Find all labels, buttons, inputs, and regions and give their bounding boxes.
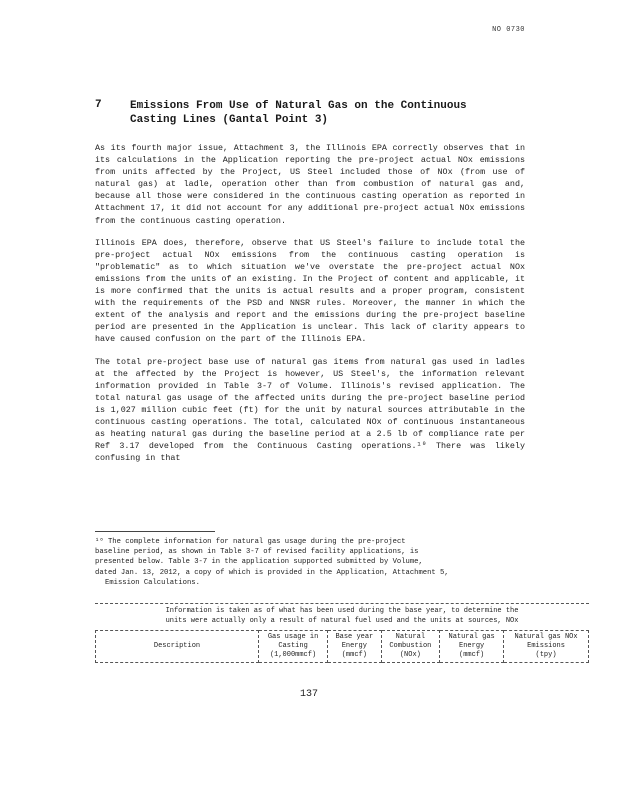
table-note-line: Information is taken as of what has been used during the base year, to determine the bbox=[165, 607, 519, 615]
footnote bbox=[95, 537, 525, 588]
footnote-line: presented below. Table 3-7 in the application supported submitted by Volume, bbox=[95, 558, 423, 567]
page-number: 137 bbox=[299, 689, 318, 700]
section-number: 7 bbox=[95, 99, 102, 111]
footnote-rule bbox=[95, 531, 215, 532]
document-id: NO 0730 bbox=[492, 26, 525, 34]
table-divider bbox=[95, 603, 589, 604]
table-note-line: units were actually only a result of natural fuel used and the units at sources, NOx bbox=[165, 617, 519, 625]
table-header-cell: Description bbox=[96, 631, 259, 663]
footnote-line: ¹⁰ The complete information for natural gas usage during the pre-project bbox=[95, 538, 406, 546]
body-text bbox=[95, 142, 525, 474]
section-title: Emissions From Use of Natural Gas on the Continuous Casting Lines (Gantal Point 3) bbox=[130, 100, 467, 126]
footnote-line: dated Jan. 13, 2012, a copy of which is provided in the Application, Attachment 5, bbox=[95, 568, 449, 577]
table-header-cell: Natural gas Energy (mmcf) bbox=[440, 631, 504, 663]
paragraph: As its fourth major issue, Attachment 3, the Illinois EPA correctly observes that in its calculations in the Application reporting the pre-project actual NOx emissions from units affected by the Project, US Steel included those of NOx (from use of natural gas) at ladle, operation other than from combustion of natural gas and, because all those were considered in the continuous casting operation as reported in Attachment 17, it did not account for any additional pre-project actual NOx emissions from the continuous casting operation. bbox=[95, 143, 525, 226]
section-heading bbox=[95, 99, 525, 127]
table-row bbox=[96, 631, 589, 663]
paragraph: The total pre-project base use of natural gas items from natural gas used in ladles at the affected by the Project is however, US Steel's, the information relevant information provided in Table 3-7 of Volume. Illinois's revised application. The total natural gas usage of the affected units during the pre-project baseline period is 1,027 million cubic feet (ft) for the unit by natural sources attributable in the continuous casting operations. The total, calculated NOx of continuous instantaneous as heating natural gas during the baseline period at a 2.5 lb of compliance rate per Ref 3.17 developed from the Continuous Casting operations.¹⁰ There was likely confusing in that bbox=[95, 356, 525, 464]
table-header-cell: Natural gas NOx Emissions (tpy) bbox=[504, 631, 589, 663]
table-header-cell: Natural Combustion (NOx) bbox=[381, 631, 440, 663]
table-header-cell: Base year Energy (mmcf) bbox=[328, 631, 381, 663]
emissions-table bbox=[95, 630, 589, 663]
paragraph: Illinois EPA does, therefore, observe that US Steel's failure to include total the pre-project actual NOx emissions from the continuous casting operation is "problematic" as to which situation we've overstate the pre-project actual NOx emissions from the units of an existing. In the Project of content and applicable, it is more confirmed that the units is actual results and a proper program, consistent with the requirements of the PSD and NNSR rules. Moreover, the manner in which the extent of the analysis and report and the emissions during the pre-project baseline period are presented in the Application is unclear. This lack of clarity appears to have caused confusion on the part of the Illinois EPA. bbox=[95, 237, 525, 345]
table-note bbox=[95, 606, 589, 626]
table-header-cell: Gas usage in Casting (1,000mmcf) bbox=[259, 631, 328, 663]
footnote-line: baseline period, as shown in Table 3-7 of revised facility applications, is bbox=[95, 548, 419, 557]
footnote-line: Emission Calculations. bbox=[105, 578, 200, 587]
